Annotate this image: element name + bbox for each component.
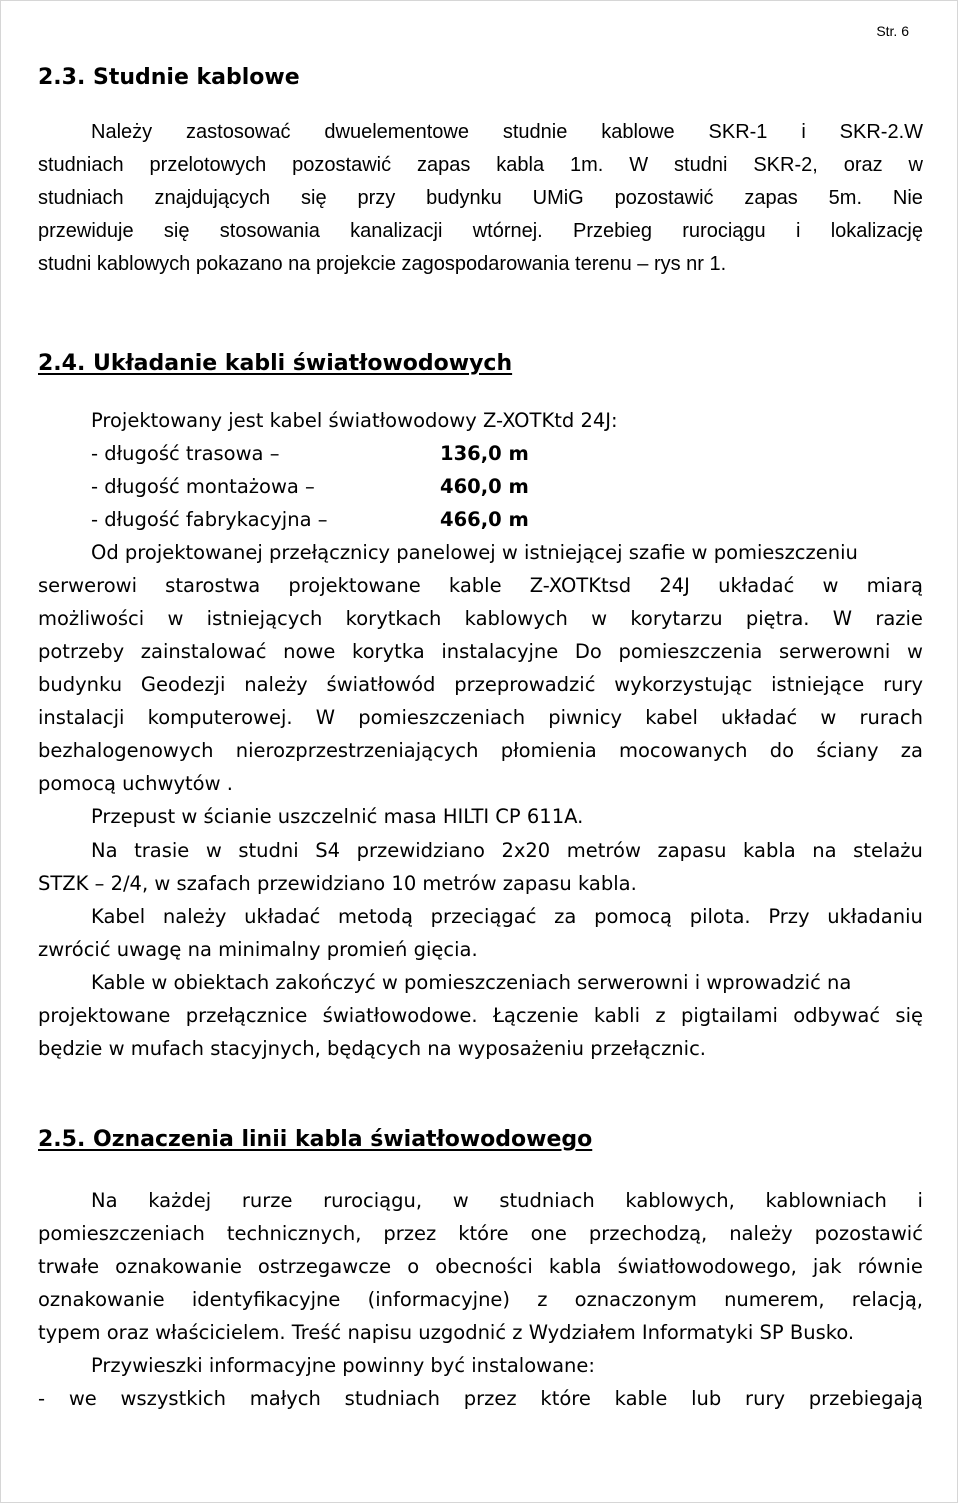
word: odbywać [793,1004,881,1027]
word: kanalizacji [350,220,443,242]
word: studnie [502,121,568,143]
word: S4 [315,839,341,862]
word: obecności [435,1255,533,1278]
word: przewidziano [356,839,485,862]
word: się [301,187,327,209]
word: zapas [417,154,471,176]
length-value: 136,0 m [440,442,529,465]
word: kable [448,574,502,597]
justified-line [91,905,923,928]
word: światłowód [326,673,436,696]
word: oznaczonym [574,1288,697,1311]
word: przy [357,187,396,209]
word: pomieszczeniach [358,706,526,729]
word: piętra. [745,607,810,630]
word: stosowania [219,220,320,242]
word: w [205,839,222,862]
word: oznakowanie [115,1255,242,1278]
length-row-fabrication [1,508,901,534]
word: istniejących [206,607,323,630]
paragraph-last-line: STZK – 2/4, w szafach przewidziano 10 metrów zapasu kabla. [38,872,637,895]
word: pozostawić [292,154,392,176]
word: w [822,574,839,597]
word: i [795,220,801,242]
word: układać [244,905,321,928]
word: pozostawić [614,187,714,209]
section-heading-2-3: 2.3. Studnie kablowe [38,65,300,90]
word: piwnicy [548,706,623,729]
word: budynku [38,673,123,696]
word: w [820,706,837,729]
word: o [407,1255,420,1278]
word: miarą [866,574,923,597]
word: zapasu [657,839,727,862]
word: instalacji [38,706,125,729]
length-label: - długość montażowa – [91,475,315,498]
word: Nie [892,187,923,209]
word: UMiG [532,187,584,209]
word: pomocą [594,905,672,928]
length-row-installation [1,475,901,501]
word: na [812,839,837,862]
word: należy [729,1222,793,1245]
justified-line [91,121,923,144]
word: przeprowadzić [454,673,596,696]
word: do [769,739,795,762]
word: SKR-1 [708,121,768,143]
paragraph-tags-intro: Przywieszki informacyjne powinny być instalowane: [91,1354,595,1377]
length-value: 466,0 m [440,508,529,531]
word: potrzeby [38,640,125,663]
word: studniach [38,154,124,176]
word: ściany [816,739,879,762]
word: kablowych, [625,1189,735,1212]
word: - [38,1387,46,1410]
word: 5m. [828,187,863,209]
word: rury [745,1387,785,1410]
length-row-route [1,442,901,468]
word: we [68,1387,97,1410]
justified-line [38,1004,923,1027]
word: i [801,121,806,143]
justified-line [38,187,923,210]
word: mocowanych [619,739,748,762]
length-value: 460,0 m [440,475,529,498]
paragraph-sealing: Przepust w ścianie uszczelnić masa HILTI CP 611A. [91,805,584,828]
word: komputerowej. [147,706,293,729]
word: nowe [283,640,336,663]
word: małych [249,1387,321,1410]
word: W [315,706,336,729]
word: SKR-2.W [839,121,923,143]
word: kabli [593,1004,641,1027]
word: SKR-2, [753,154,818,176]
word: płomienia [500,739,597,762]
word: studniach [38,187,124,209]
word: przełącznice [185,1004,308,1027]
word: wykorzystując [614,673,753,696]
word: oznakowanie [38,1288,165,1311]
word: bezhalogenowych [38,739,214,762]
word: kabel [645,706,698,729]
word: kabla [496,154,545,176]
word: metrów [566,839,641,862]
length-label: - długość trasowa – [91,442,280,465]
word: stelażu [853,839,923,862]
word: korytka [352,640,425,663]
word: serwerowi [38,574,138,597]
word: w [167,607,184,630]
word: kabla [548,1255,602,1278]
word: z [655,1004,666,1027]
word: które [458,1222,509,1245]
word: pilota. [689,905,751,928]
word: przewiduje [38,220,134,242]
justified-line [38,640,923,663]
word: one [530,1222,567,1245]
word: studniach [344,1387,441,1410]
paragraph-last-line: typem oraz właścicielem. Treść napisu uzgodnić z Wydziałem Informatyki SP Busko. [38,1321,855,1344]
word: istniejące [771,673,865,696]
word: rurociągu, [323,1189,423,1212]
justified-line [38,1387,923,1410]
word: rurze [241,1189,293,1212]
word: instalacyjne [441,640,559,663]
word: zainstalować [140,640,267,663]
word: 1m. [570,154,604,176]
word: przez [383,1222,437,1245]
word: pomieszczeniach [38,1222,205,1245]
word: rury [883,673,923,696]
word: studni [674,154,728,176]
word: Do [574,640,602,663]
word: które [540,1387,591,1410]
justified-line [38,607,923,630]
justified-line [38,1288,923,1311]
word: rurociągu [682,220,766,242]
word: się [163,220,190,242]
word: razie [875,607,923,630]
word: Na [91,1189,118,1212]
section-heading-2-5: 2.5. Oznaczenia linii kabla światłowodowego [38,1127,593,1152]
word: przez [463,1387,517,1410]
word: w [908,154,923,176]
word: oraz [843,154,883,176]
word: W [629,154,649,176]
word: światłowodowe. [322,1004,478,1027]
word: w [591,607,608,630]
word: Geodezji [140,673,226,696]
word: zastosować [186,121,291,143]
paragraph-last-line: pomocą uchwytów . [38,772,233,795]
word: pozostawić [814,1222,923,1245]
word: w [907,640,923,663]
word: układać [718,574,795,597]
word: należy [162,905,227,928]
word: układać [721,706,798,729]
word: studni [238,839,299,862]
word: lub [691,1387,722,1410]
justified-line [38,739,923,762]
word: trwałe [38,1255,100,1278]
word: korytkach [345,607,442,630]
word: przelotowych [149,154,267,176]
word: z [537,1288,548,1311]
word: dwuelementowe [324,121,469,143]
word: znajdujących [154,187,271,209]
justified-line [38,154,923,177]
word: pigtailami [680,1004,778,1027]
justified-line [91,1189,923,1212]
justified-line [38,1255,923,1278]
paragraph-first-line: Od projektowanej przełącznicy panelowej w istniejącej szafie w pomieszczeniu [91,541,858,564]
justified-line [38,220,923,243]
word: nierozprzestrzeniających [235,739,479,762]
word: światłowodowego, [617,1255,797,1278]
word: pomieszczenia [618,640,763,663]
word: budynku [426,187,502,209]
cable-intro: Projektowany jest kabel światłowodowy Z-XOTKtd 24J: [91,409,618,432]
word: lokalizację [830,220,923,242]
word: kablowe [601,121,675,143]
justified-line [91,839,923,862]
word: rurach [859,706,923,729]
word: każdej [148,1189,212,1212]
paragraph-last-line: studni kablowych pokazano na projekcie zagospodarowania terenu – rys nr 1. [38,253,727,275]
word: przeciągać [430,905,537,928]
word: Z-XOTKtsd [529,574,632,597]
word: przebiegają [808,1387,923,1410]
word: Przy [768,905,810,928]
word: projektowane [288,574,421,597]
word: za [554,905,577,928]
word: relacją, [851,1288,923,1311]
word: możliwości [38,607,145,630]
word: Na [91,839,118,862]
word: projektowane [38,1004,171,1027]
word: 24J [659,574,690,597]
word: równie [857,1255,923,1278]
justified-line [38,574,923,597]
justified-line [38,1222,923,1245]
word: kablowych [464,607,568,630]
word: serwerowni [778,640,891,663]
word: Przebieg [573,220,652,242]
word: (informacyjne) [367,1288,511,1311]
length-label: - długość fabrykacyjna – [91,508,328,531]
justified-line [38,673,923,696]
word: metodą [338,905,413,928]
word: zapas [744,187,798,209]
word: studniach [499,1189,595,1212]
word: Należy [91,121,153,143]
word: kabla [743,839,796,862]
justified-line [38,706,923,729]
paragraph-last-line: będzie w mufach stacyjnych, będących na wyposażeniu przełącznic. [38,1037,706,1060]
page-number: Str. 6 [876,23,909,39]
word: identyfikacyjne [191,1288,341,1311]
section-heading-2-4: 2.4. Układanie kabli światłowodowych [38,351,513,376]
word: trasie [134,839,190,862]
word: w [452,1189,469,1212]
word: ostrzegawcze [257,1255,392,1278]
word: układaniu [827,905,923,928]
paragraph-last-line: zwrócić uwagę na minimalny promień gięcia. [38,938,478,961]
word: korytarzu [630,607,723,630]
word: i [917,1189,923,1212]
word: numerem, [724,1288,825,1311]
word: 2x20 [501,839,551,862]
word: W [832,607,853,630]
word: starostwa [165,574,261,597]
word: przechodzą, [588,1222,708,1245]
word: się [895,1004,923,1027]
word: za [900,739,923,762]
word: jak [812,1255,842,1278]
word: technicznych, [226,1222,362,1245]
word: Kabel [91,905,146,928]
word: kablowniach [765,1189,887,1212]
word: należy [244,673,308,696]
word: kable [614,1387,668,1410]
paragraph-first-line: Kable w obiektach zakończyć w pomieszczeniach serwerowni i wprowadzić na [91,971,852,994]
word: wszystkich [120,1387,227,1410]
word: wtórnej. [472,220,543,242]
word: Łączenie [492,1004,579,1027]
